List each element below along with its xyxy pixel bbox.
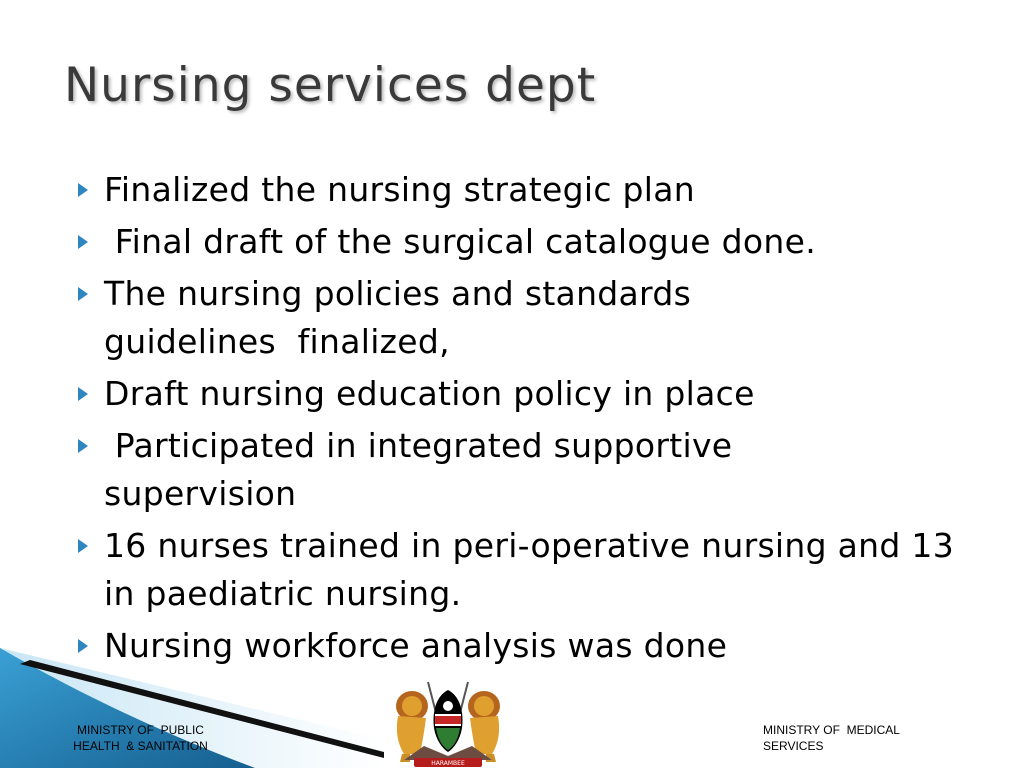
bullet-text: Final draft of the surgical catalogue done.: [104, 222, 817, 261]
bullet-text: Participated in integrated supportive supervision: [104, 426, 744, 513]
bullet-item: [78, 622, 978, 670]
footer-right-ministry: [763, 722, 943, 754]
bullet-arrow-icon: [78, 387, 88, 401]
kenya-coat-of-arms-icon: [384, 676, 512, 768]
bullet-arrow-icon: [78, 235, 88, 249]
footer-left-ministry: [58, 722, 223, 754]
shield-icon: [434, 690, 463, 752]
footer-left-line: HEALTH & SANITATION: [73, 739, 208, 753]
slide-title: Nursing services dept: [64, 58, 597, 113]
bullet-item: [78, 522, 984, 618]
bullet-arrow-icon: [78, 539, 88, 553]
bullet-arrow-icon: [78, 439, 88, 453]
bullet-text: The nursing policies and standards guidelines finalized,: [104, 274, 702, 361]
footer-right-line: MINISTRY OF MEDICAL: [763, 723, 900, 737]
footer-left-line: MINISTRY OF PUBLIC: [77, 723, 204, 737]
bullet-list: [78, 166, 978, 674]
bullet-arrow-icon: [78, 287, 88, 301]
footer-right-line: SERVICES: [763, 739, 824, 753]
bullet-text: Draft nursing education policy in place: [104, 374, 755, 413]
bullet-arrow-icon: [78, 639, 88, 653]
bullet-text: 16 nurses trained in peri-operative nursing and 13 in paediatric nursing.: [104, 526, 965, 613]
bullet-item: [78, 422, 864, 518]
bullet-arrow-icon: [78, 183, 88, 197]
bullet-item: [78, 270, 824, 366]
bullet-item: [78, 218, 978, 266]
bullet-text: Finalized the nursing strategic plan: [104, 170, 696, 209]
motto-text: HARAMBEE: [431, 760, 465, 767]
bullet-text: Nursing workforce analysis was done: [104, 626, 728, 665]
bullet-item: [78, 370, 978, 418]
bullet-item: [78, 166, 978, 214]
